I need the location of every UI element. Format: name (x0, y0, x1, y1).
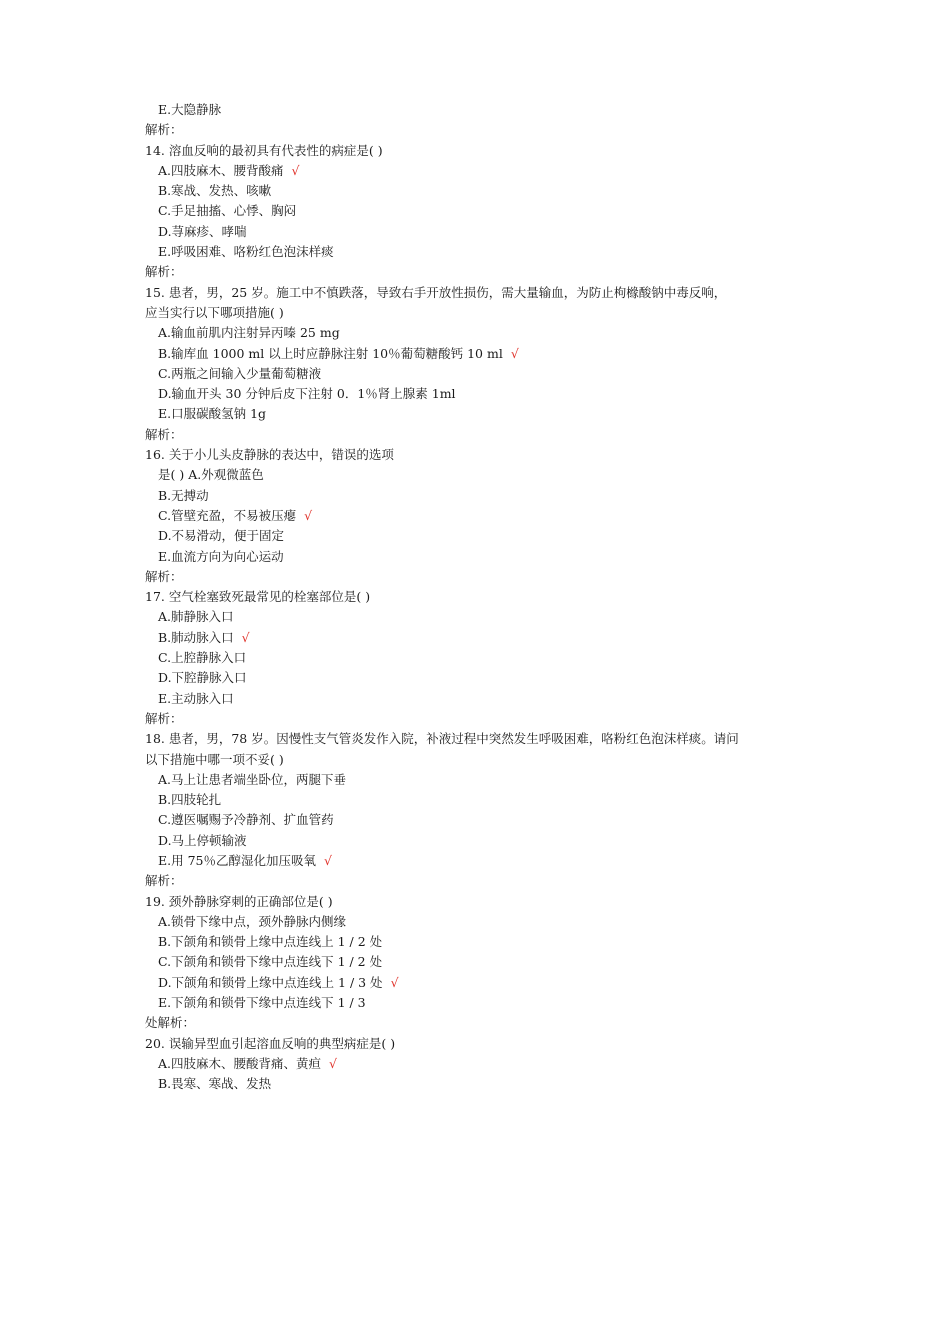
answer-option-text: A.锁骨下缘中点，颈外静脉内侧缘 (158, 913, 347, 929)
question-text (145, 587, 825, 607)
answer-option (145, 648, 825, 668)
answer-option-text: B.畏寒、寒战、发热 (158, 1076, 272, 1092)
answer-option-text: B.输库血 1000 ml 以上时应静脉注射 10％葡萄糖酸钙 10 ml (158, 345, 503, 361)
correct-check-icon: √ (510, 345, 519, 361)
correct-check-icon: √ (390, 974, 399, 990)
correct-check-icon: √ (304, 507, 313, 523)
question-list (145, 100, 825, 1095)
answer-option-text: B.肺动脉入口 (158, 629, 234, 645)
question-text (145, 141, 825, 161)
analysis-label-text: 解析： (145, 873, 183, 889)
analysis-label (145, 425, 825, 445)
analysis-label (145, 709, 825, 729)
answer-option (145, 181, 825, 201)
analysis-label-text: 解析： (145, 710, 183, 726)
answer-option (145, 506, 825, 526)
answer-option-text: A.输血前肌内注射异丙嗪 25 mg (158, 325, 340, 341)
answer-option (145, 831, 825, 851)
answer-option-text: C.管壁充盈，不易被压瘪 (158, 507, 297, 523)
answer-option-text: A.四肢麻木、腰酸背痛、黄疸 (158, 1055, 322, 1071)
answer-option-text: D.荨麻疹、哮喘 (158, 223, 247, 239)
answer-option (145, 912, 825, 932)
answer-option-text: E.下颌角和锁骨下缘中点连线下 1 / 3 (158, 995, 366, 1011)
answer-option (145, 1054, 825, 1074)
answer-option-text: E.主动脉入口 (158, 690, 234, 706)
question-text-text: 16. 关于小儿头皮静脉的表达中，错误的选项 (145, 447, 394, 463)
answer-option (145, 993, 825, 1013)
answer-option (145, 851, 825, 871)
answer-option-text: C.上腔静脉入口 (158, 650, 247, 666)
answer-option (145, 242, 825, 262)
answer-option (145, 973, 825, 993)
answer-option (145, 404, 825, 424)
analysis-label-text: 解析： (145, 264, 183, 280)
answer-option-text: E.血流方向为向心运动 (158, 548, 284, 564)
answer-option-text: B.四肢轮扎 (158, 792, 222, 808)
answer-option (145, 1074, 825, 1094)
analysis-label (145, 567, 825, 587)
answer-option-text: E.呼吸困难、咯粉红色泡沫样痰 (158, 244, 334, 260)
answer-option-text: E.口服碳酸氢钠 1g (158, 406, 267, 422)
question-continuation-text: 是( ) A.外观微蓝色 (158, 467, 264, 483)
answer-option-text: A.马上让患者端坐卧位，两腿下垂 (158, 771, 347, 787)
answer-option-text: C.下颌角和锁骨下缘中点连线下 1 / 2 处 (158, 954, 383, 970)
question-text (145, 1034, 825, 1054)
answer-option-text: D.不易滑动，便于固定 (158, 528, 285, 544)
answer-option (145, 668, 825, 688)
question-text (145, 283, 825, 303)
answer-option-text: B.下颌角和锁骨上缘中点连线上 1 / 2 处 (158, 934, 383, 950)
answer-option-text: D.下腔静脉入口 (158, 670, 247, 686)
answer-option-text: D.输血开头 30 分钟后皮下注射 0．1％肾上腺素 1ml (158, 386, 456, 402)
answer-option-text: D.马上停顿输液 (158, 832, 247, 848)
question-text (145, 303, 825, 323)
analysis-label (145, 1013, 825, 1033)
answer-option (145, 364, 825, 384)
answer-option-text: B.寒战、发热、咳嗽 (158, 183, 272, 199)
analysis-label (145, 871, 825, 891)
question-continuation (145, 465, 825, 485)
answer-option-text: C.遵医嘱赐予冷静剂、扩血管药 (158, 812, 334, 828)
analysis-label-text: 处解析： (145, 1015, 196, 1031)
correct-check-icon: √ (329, 1055, 337, 1071)
correct-check-icon: √ (291, 162, 300, 178)
correct-check-icon: √ (323, 852, 332, 868)
answer-option (145, 384, 825, 404)
answer-option (145, 201, 825, 221)
correct-check-icon: √ (241, 629, 250, 645)
analysis-label-text: 解析： (145, 122, 183, 138)
question-text-text: 20. 误输异型血引起溶血反响的典型病症是( ) (145, 1035, 396, 1051)
answer-option (145, 689, 825, 709)
answer-option (145, 526, 825, 546)
analysis-label-text: 解析： (145, 568, 183, 584)
question-text-text: 17. 空气栓塞致死最常见的栓塞部位是( ) (145, 589, 371, 605)
question-text-text: 19. 颈外静脉穿刺的正确部位是( ) (145, 893, 333, 909)
question-text-text: 18. 患者，男，78 岁。因慢性支气管炎发作入院，补液过程中突然发生呼吸困难，咯粉红色泡沫样痰。请问 (145, 731, 739, 747)
answer-option (145, 770, 825, 790)
analysis-label-text: 解析： (145, 426, 183, 442)
answer-option-text: A.肺静脉入口 (158, 609, 234, 625)
answer-option-text: E.大隐静脉 (158, 102, 222, 117)
question-text-text: 15. 患者，男，25 岁。施工中不慎跌落，导致右手开放性损伤，需大量输血，为防止枸橼酸钠中毒反响， (145, 284, 727, 300)
question-text-text: 14. 溶血反响的最初具有代表性的病症是( ) (145, 142, 383, 158)
answer-option (145, 932, 825, 952)
answer-option (145, 100, 825, 120)
analysis-label (145, 262, 825, 282)
answer-option-text: B.无搏动 (158, 487, 209, 503)
answer-option-text: C.手足抽搐、心悸、胸闷 (158, 203, 297, 219)
question-text-text: 以下措施中哪一项不妥( ) (145, 751, 284, 767)
question-text (145, 445, 825, 465)
answer-option (145, 952, 825, 972)
answer-option (145, 344, 825, 364)
answer-option (145, 607, 825, 627)
question-text-text: 应当实行以下哪项措施( ) (145, 304, 284, 320)
answer-option-text: A.四肢麻木、腰背酸痛 (158, 162, 284, 178)
answer-option (145, 810, 825, 830)
answer-option-text: D.下颌角和锁骨上缘中点连线上 1 / 3 处 (158, 974, 383, 990)
answer-option (145, 790, 825, 810)
analysis-label (145, 120, 825, 140)
answer-option (145, 628, 825, 648)
answer-option (145, 547, 825, 567)
question-text (145, 729, 825, 749)
answer-option-text: C.两瓶之间输入少量葡萄糖液 (158, 365, 322, 381)
question-text (145, 892, 825, 912)
answer-option (145, 486, 825, 506)
answer-option (145, 222, 825, 242)
answer-option (145, 161, 825, 181)
question-text (145, 750, 825, 770)
answer-option (145, 323, 825, 343)
answer-option-text: E.用 75％乙醇湿化加压吸氧 (158, 852, 316, 868)
